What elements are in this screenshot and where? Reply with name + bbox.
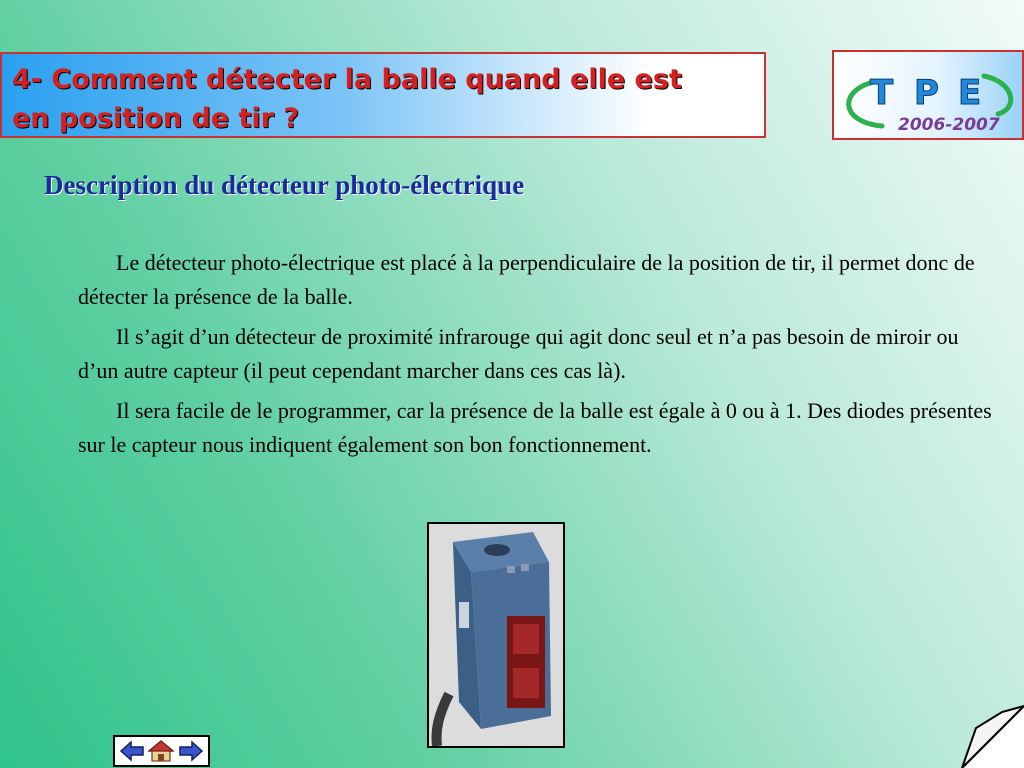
photoelectric-sensor-image — [429, 524, 563, 746]
arrow-left-icon — [119, 740, 145, 762]
navigation-bar — [113, 735, 210, 767]
arrow-right-icon — [178, 740, 204, 762]
next-button[interactable] — [177, 738, 205, 764]
page-curl-icon[interactable] — [944, 696, 1024, 768]
tpe-logo — [832, 50, 1024, 140]
slide-title-line-1: 4- Comment détecter la balle quand elle est — [12, 64, 682, 95]
logo-years: 2006-2007 — [898, 115, 1000, 135]
logo-letter-e: E — [958, 73, 982, 113]
slide-body — [78, 246, 1000, 468]
slide-title-line-2: en position de tir ? — [12, 103, 300, 134]
slide-title — [12, 60, 754, 138]
logo-letter-t: T — [870, 73, 894, 113]
section-subtitle: Description du détecteur photo-électrique — [44, 170, 525, 200]
home-button[interactable] — [147, 738, 175, 764]
sensor-photo — [427, 522, 565, 748]
logo-letter-p: P — [914, 73, 939, 113]
paragraph-programming: Il sera facile de le programmer, car la présence de la balle est égale à 0 ou à 1. Des diodes présentes sur le capteur nous indiquent également son bon fonctionnement. — [78, 398, 992, 457]
previous-button[interactable] — [118, 738, 146, 764]
paragraph-infrared: Il s’agit d’un détecteur de proximité infrarouge qui agit donc seul et n’a pas besoin de miroir ou d’un autre capteur (il peut cependant marcher dans ces cas là). — [78, 324, 959, 383]
tpe-logo-graphic — [834, 52, 1022, 138]
paragraph-placement: Le détecteur photo-électrique est placé à la perpendiculaire de la position de tir, il permet donc de détecter la présence de la balle. — [78, 250, 975, 309]
title-banner — [0, 52, 766, 138]
home-icon — [148, 739, 174, 763]
